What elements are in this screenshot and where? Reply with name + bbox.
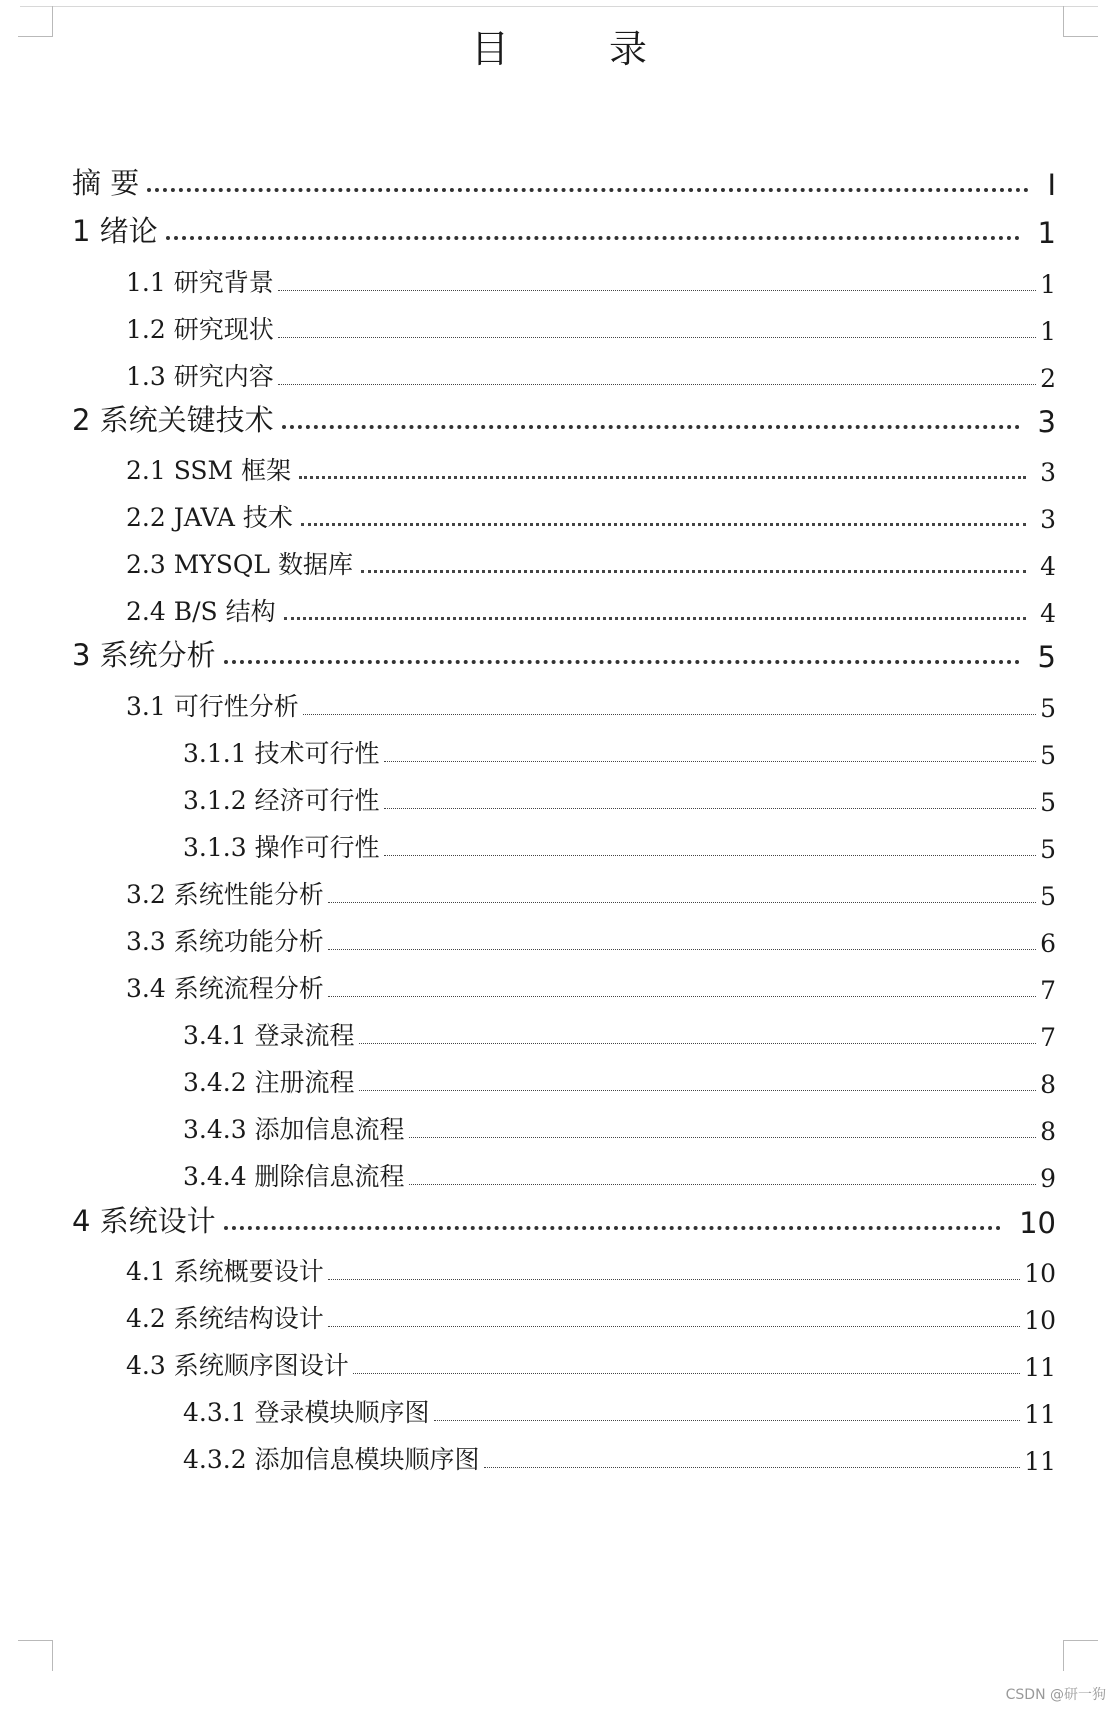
toc-entry[interactable]	[0, 1008, 1056, 1052]
toc-entry-page: 1	[1040, 270, 1056, 299]
toc-entry[interactable]	[0, 537, 1056, 581]
toc-entry-label: 2.2 JAVA 技术	[126, 503, 293, 532]
toc-entry-page: 8	[1040, 1117, 1056, 1146]
dot-leader	[147, 188, 1029, 192]
toc-entry[interactable]	[0, 773, 1056, 817]
toc-entry-label: 3.4.1 登录流程	[183, 1021, 355, 1050]
dot-leader	[359, 1090, 1037, 1091]
toc-entry[interactable]	[0, 1385, 1056, 1429]
toc-entry-page: 1	[1037, 216, 1056, 250]
toc-entry-label: 1.1 研究背景	[126, 268, 274, 297]
toc-entry-label: 4.3.1 登录模块顺序图	[183, 1398, 430, 1427]
toc-entry[interactable]	[0, 1102, 1056, 1146]
toc-entry-page: 5	[1037, 640, 1056, 674]
dot-leader	[353, 1373, 1020, 1374]
toc-entry-label: 2.3 MYSQL 数据库	[126, 550, 353, 579]
crop-mark-bottom-right	[1063, 1640, 1098, 1671]
dot-leader	[328, 1326, 1020, 1327]
toc-entry-label: 3.1 可行性分析	[126, 692, 299, 721]
toc-entry-label: 3.1.3 操作可行性	[183, 833, 380, 862]
toc-entry-page: 6	[1040, 929, 1056, 958]
toc-entry-page: 1	[1040, 317, 1056, 346]
toc-entry-label: 1.3 研究内容	[126, 362, 274, 391]
toc-entry-label: 1.2 研究现状	[126, 315, 274, 344]
toc-entry-label: 3.4.3 添加信息流程	[183, 1115, 405, 1144]
toc-entry-label: 4.3 系统顺序图设计	[126, 1351, 349, 1380]
toc-entry-label: 3.3 系统功能分析	[126, 927, 324, 956]
toc-entry[interactable]	[0, 1432, 1056, 1476]
toc-entry-label: 3.4.4 删除信息流程	[183, 1162, 405, 1191]
toc-title: 目 录	[470, 27, 692, 71]
toc-entry-label: 摘 要	[72, 166, 140, 200]
toc-entry-label: 4.2 系统结构设计	[126, 1304, 324, 1333]
toc-entry[interactable]	[0, 206, 1056, 250]
toc-entry[interactable]	[0, 490, 1056, 534]
toc-entry-page: 10	[1024, 1259, 1056, 1288]
toc-entry[interactable]	[0, 914, 1056, 958]
toc-entry-label: 3.4 系统流程分析	[126, 974, 324, 1003]
dot-leader	[284, 617, 1027, 620]
page-top-rule	[20, 6, 1098, 7]
dot-leader	[359, 1043, 1037, 1044]
dot-leader	[224, 660, 1020, 664]
toc-entry[interactable]	[0, 158, 1056, 202]
toc-entry-page: 7	[1040, 976, 1056, 1005]
toc-entry[interactable]	[0, 1149, 1056, 1193]
dot-leader	[328, 1279, 1020, 1280]
dot-leader	[328, 949, 1036, 950]
crop-mark-bottom-left	[18, 1640, 53, 1671]
toc-entry-page: 9	[1040, 1164, 1056, 1193]
toc-entry[interactable]	[0, 679, 1056, 723]
dot-leader	[278, 384, 1036, 385]
toc-entry-page: 8	[1040, 1070, 1056, 1099]
toc-entry[interactable]	[0, 726, 1056, 770]
dot-leader	[361, 570, 1026, 573]
toc-entry[interactable]	[0, 302, 1056, 346]
toc-entry-page: 5	[1040, 694, 1056, 723]
toc-entry[interactable]	[0, 1244, 1056, 1288]
toc-entry[interactable]	[0, 349, 1056, 393]
dot-leader	[409, 1137, 1037, 1138]
dot-leader	[409, 1184, 1037, 1185]
toc-entry-page: 10	[1024, 1306, 1056, 1335]
dot-leader	[484, 1467, 1021, 1468]
toc-entry-label: 3.2 系统性能分析	[126, 880, 324, 909]
toc-entry-page: 5	[1040, 741, 1056, 770]
toc-entry-label: 4.3.2 添加信息模块顺序图	[183, 1445, 480, 1474]
toc-entry[interactable]	[0, 255, 1056, 299]
toc-entry-label: 3.1.2 经济可行性	[183, 786, 380, 815]
toc-entry-label: 4.1 系统概要设计	[126, 1257, 324, 1286]
watermark: CSDN @研一狗	[1005, 1687, 1106, 1703]
toc-entry-page: 11	[1024, 1447, 1056, 1476]
toc-entry-page: 5	[1040, 835, 1056, 864]
dot-leader	[328, 902, 1036, 903]
toc-entry-label: 4 系统设计	[72, 1204, 216, 1238]
dot-leader	[224, 1226, 1001, 1230]
toc-entry[interactable]	[0, 820, 1056, 864]
toc-entry-label: 3.1.1 技术可行性	[183, 739, 380, 768]
toc-entry-page: 3	[1040, 505, 1056, 534]
dot-leader	[278, 337, 1036, 338]
toc-entry-page: 7	[1040, 1023, 1056, 1052]
toc-entry-page: 4	[1040, 599, 1056, 628]
toc-entry-label: 2.1 SSM 框架	[126, 456, 292, 485]
dot-leader	[384, 808, 1037, 809]
toc-entry-page: 2	[1040, 364, 1056, 393]
dot-leader	[384, 761, 1037, 762]
toc-entry-label: 3.4.2 注册流程	[183, 1068, 355, 1097]
toc-entry-page: 5	[1040, 788, 1056, 817]
toc-entry-page: 11	[1024, 1353, 1056, 1382]
dot-leader	[301, 523, 1026, 526]
toc-entry[interactable]	[0, 443, 1056, 487]
toc-entry-page: 5	[1040, 882, 1056, 911]
dot-leader	[303, 714, 1036, 715]
toc-entry-page: 4	[1040, 552, 1056, 581]
dot-leader	[282, 425, 1020, 429]
dot-leader	[299, 476, 1026, 479]
dot-leader	[434, 1420, 1021, 1421]
toc-entry[interactable]	[0, 1291, 1056, 1335]
toc-entry-page: 3	[1037, 405, 1056, 439]
toc-entry[interactable]	[0, 1338, 1056, 1382]
toc-entry[interactable]	[0, 584, 1056, 628]
dot-leader	[278, 290, 1036, 291]
toc-entry-page: 3	[1040, 458, 1056, 487]
toc-entry[interactable]	[0, 1055, 1056, 1099]
toc-entry[interactable]	[0, 630, 1056, 674]
toc-entry-label: 2 系统关键技术	[72, 403, 274, 437]
toc-entry-page: 10	[1019, 1206, 1056, 1240]
toc-entry-label: 2.4 B/S 结构	[126, 597, 276, 626]
toc-entry[interactable]	[0, 1196, 1056, 1240]
dot-leader	[384, 855, 1037, 856]
toc-entry-page: 11	[1024, 1400, 1056, 1429]
toc-entry[interactable]	[0, 961, 1056, 1005]
toc-entry[interactable]	[0, 395, 1056, 439]
dot-leader	[328, 996, 1036, 997]
dot-leader	[166, 236, 1020, 240]
toc-entry[interactable]	[0, 867, 1056, 911]
toc-entry-page: I	[1047, 168, 1056, 202]
toc-entry-label: 3 系统分析	[72, 638, 216, 672]
toc-entry-label: 1 绪论	[72, 214, 158, 248]
